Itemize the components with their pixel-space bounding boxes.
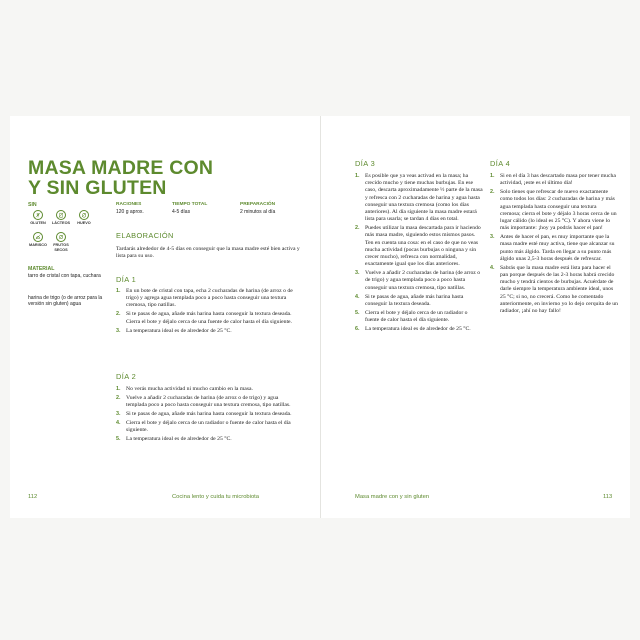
step-number: 5.: [116, 436, 121, 443]
step-number: 3.: [116, 411, 121, 418]
egg-icon: [79, 210, 89, 220]
page-gutter: [320, 116, 321, 518]
day-3-steps: [355, 173, 483, 335]
milk-icon: [56, 210, 66, 220]
total-time-value: 4-5 días: [172, 209, 191, 215]
step-text: Si en el día 3 has descartado masa por tener mucha actividad, ¡este es el último día!: [500, 173, 616, 187]
step-text: Cierra el bote y déjalo cerca de un radiador o fuente de calor hasta el día siguiente.: [126, 420, 291, 434]
step-number: 3.: [116, 327, 121, 334]
total-time-label: TIEMPO TOTAL: [172, 202, 208, 207]
free-from-egg-label: HUEVO: [77, 221, 91, 225]
step-item: [490, 189, 618, 232]
step-text: Vuelve a añadir 2 cucharadas de harina (de arroz o de trigo) y agua templada poco a poco hasta conseguir una textura cremosa, tipo natillas.: [126, 395, 291, 409]
prep-time-value: 2 minutos al día: [240, 209, 276, 215]
step-number: 1.: [116, 288, 121, 294]
book-spread: [10, 116, 630, 518]
step-text: En un bote de cristal con tapa, echa 2 cucharadas de harina (de arroz o de trigo) y agrega agua templada poco a poco hasta conseguir una textura cremosa, tipo natillas.: [126, 288, 293, 309]
step-item: [116, 395, 300, 409]
elaboration-heading: ELABORACIÓN: [116, 231, 174, 240]
step-item: [116, 288, 300, 310]
title-line-1: MASA MADRE CON: [28, 157, 214, 179]
free-from-shellfish-label: MARISCO: [29, 243, 47, 247]
step-number: 5.: [355, 309, 360, 316]
step-number: 1.: [355, 173, 360, 179]
step-item: [116, 328, 300, 335]
day-1-steps: [116, 288, 300, 337]
step-number: 4.: [490, 264, 495, 271]
free-from-label: SIN: [28, 202, 37, 208]
materials-label: MATERIAL: [28, 266, 55, 272]
step-text: Si te pasas de agua, añade más harina hasta conseguir la textura deseada. Cierra el bote y déjalo cerca de una fuente de calor hasta el día siguiente.: [126, 311, 292, 325]
step-item: [355, 310, 483, 324]
step-number: 2.: [490, 189, 495, 196]
step-number: 3.: [490, 234, 495, 241]
step-item: [355, 294, 483, 308]
step-item: [116, 436, 300, 443]
free-from-gluten-label: GLUTEN: [30, 221, 46, 225]
step-item: [490, 265, 618, 315]
step-text: Antes de hacer el pan, es muy importante que la masa madre esté muy activa, tiene que alcanzar su punto más álgido. Tarda en llegar a su punto más álgido unas 2,5-3 horas después de refrescar.: [500, 234, 615, 262]
recipe-title: [28, 158, 238, 198]
step-text: Si te pasas de agua, añade más harina hasta conseguir la textura deseada.: [126, 411, 292, 418]
step-item: [355, 270, 483, 292]
title-line-2: Y SIN GLUTEN: [28, 177, 167, 199]
material-item: harina de trigo (o de arroz para la versión sin gluten) agua: [28, 295, 103, 308]
step-item: [355, 326, 483, 333]
material-item: tarro de cristal con tapa, cuchara: [28, 273, 101, 279]
left-page-number: 112: [28, 494, 38, 500]
intro-text: Tardarás alrededor de 4-5 días en conseguir que la masa madre esté bien activa y lista para su uso.: [116, 246, 300, 260]
step-text: La temperatura ideal es de alrededor de 25 °C.: [365, 326, 471, 333]
wheat-icon: [33, 210, 43, 220]
step-item: [490, 173, 618, 187]
free-from-nuts-label: FRUTOS SECOS: [53, 243, 69, 252]
day-4-steps: [490, 173, 618, 317]
step-text: Solo tienes que refrescar de nuevo exactamente como todos los días: 2 cucharadas de harina y más agua templada hasta conseguir una textura cremosa; cierra el bote y déjalo 3 horas cerca de un lugar cálido (lo ideal es 25 °C). Y ahora viene lo más importante: ¡hoy ya podrás hacer el pan!: [500, 189, 617, 232]
step-item: [355, 173, 483, 223]
step-number: 4.: [116, 420, 121, 427]
step-item: [116, 311, 300, 325]
right-running-title: Masa madre con y sin gluten: [355, 494, 430, 500]
step-number: 1.: [116, 386, 121, 392]
step-item: [116, 411, 300, 418]
day-2-heading: DÍA 2: [116, 372, 137, 381]
free-from-dairy-label: LÁCTEOS: [51, 221, 71, 225]
step-number: 2.: [355, 225, 360, 232]
step-number: 4.: [355, 293, 360, 300]
left-running-title: Cocina lento y cuida tu microbiota: [172, 494, 259, 500]
servings-label: RACIONES: [116, 202, 142, 207]
prep-time-label: PREPARACIÓN: [240, 202, 276, 207]
step-text: La temperatura ideal es de alrededor de 25 °C.: [126, 327, 232, 334]
day-3-heading: DÍA 3: [355, 159, 376, 168]
step-text: Vuelve a añadir 2 cucharadas de harina (de arroz o de trigo) y agua templada poco a poco hasta conseguir una textura cremosa, tipo natillas.: [365, 270, 481, 291]
step-item: [355, 225, 483, 268]
day-1-heading: DÍA 1: [116, 275, 137, 284]
step-item: [116, 420, 300, 434]
day-2-steps: [116, 386, 300, 445]
shellfish-icon: [33, 232, 43, 242]
step-text: Puedes utilizar la masa descartada para ir haciendo más masa madre, siguiendo estos mismos pasos. Ten en cuenta una cosa: en el caso de que no veas mucha actividad (pocas burbujas o ninguna y sin crecer mucho), refresca con normalidad, exactamente igual que los días anteriores.: [365, 225, 481, 268]
step-text: Sabrás que la masa madre está lista para hacer el pan porque después de las 2-3 horas habrá crecido mucho y tendrá cientos de burbujas. Acuérdate de darle siempre la temperatura ambiente ideal, unos 25 °C; si no, no crecerá. Como he comentado anteriormente, en invierno yo lo dejo cerquita de un radiador, ¡ahí no hay fallo!: [500, 264, 618, 315]
day-4-heading: DÍA 4: [490, 159, 511, 168]
servings-value: 120 g aprox.: [116, 209, 144, 215]
right-page-number: 113: [603, 494, 613, 500]
step-item: [116, 386, 300, 393]
step-number: 1.: [490, 173, 495, 179]
nut-icon: [56, 232, 66, 242]
step-number: 2.: [116, 311, 121, 318]
step-number: 2.: [116, 395, 121, 401]
step-number: 3.: [355, 270, 360, 277]
step-number: 6.: [355, 326, 360, 333]
step-text: Cierra el bote y déjalo cerca de un radiador o fuente de calor hasta el día siguiente.: [365, 309, 468, 324]
step-text: Si te pasas de agua, añade más harina hasta conseguir la textura deseada.: [365, 293, 464, 307]
step-text: No verás mucha actividad ni mucho cambio en la masa.: [126, 386, 253, 392]
step-text: La temperatura ideal es de alrededor de 25 °C.: [126, 436, 232, 443]
step-item: [490, 234, 618, 263]
step-text: Es posible que ya veas activad en la masa; ha crecido mucho y tiene muchas burbujas. En ese caso, descarta aproximadamente ½ parte de la masa y refresca con 2 cucharadas de harina y agua hasta conseguir una textura cremosa (como los días anteriores). Al día siguiente la masa madre estará lista para usarla; se tardan 4 días en total.: [365, 173, 483, 223]
